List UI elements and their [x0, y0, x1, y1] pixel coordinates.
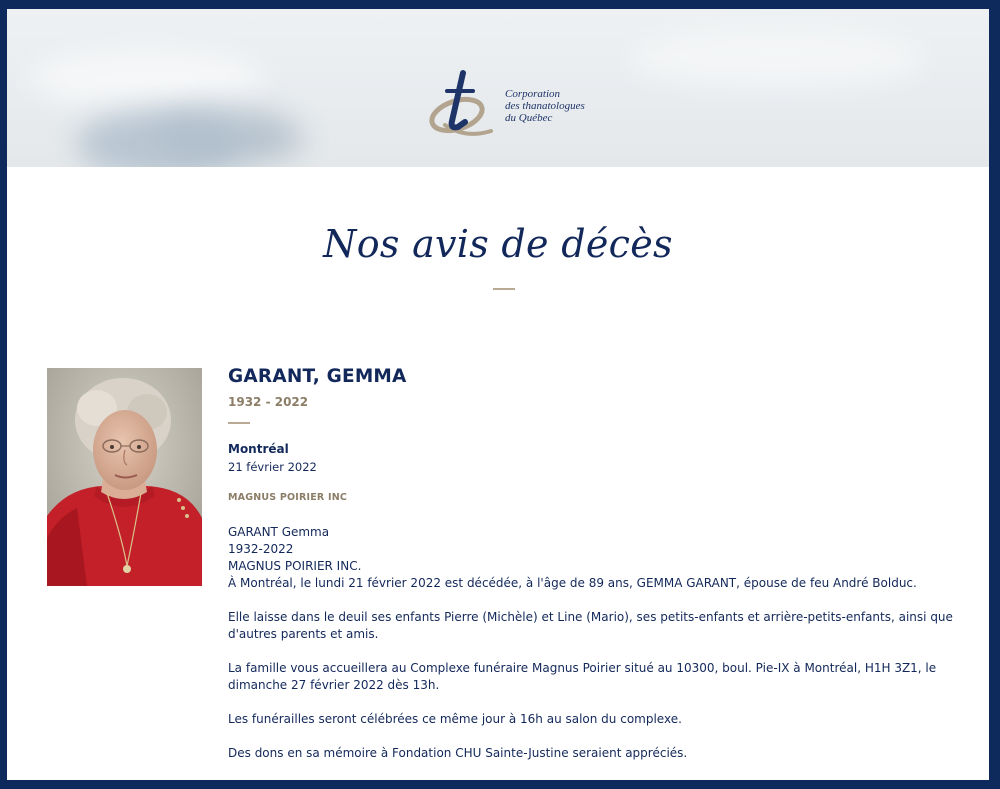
name-divider: [228, 422, 250, 424]
body-header-line: 1932-2022: [228, 542, 294, 556]
body-header-line: MAGNUS POIRIER INC.: [228, 559, 362, 573]
death-city: Montréal: [228, 442, 289, 456]
obituary-paragraph: Les funérailles seront célébrées ce même jour à 16h au salon du complexe.: [228, 712, 682, 726]
obituary-paragraph: La famille vous accueillera au Complexe funéraire Magnus Poirier situé au 10300, boul. Pie-IX à Montréal, H1H 3Z1, le dimanche 27 février 2022 dès 13h.: [228, 661, 937, 692]
logo-wordmark: [505, 88, 585, 124]
obituary-header-block: [228, 524, 973, 592]
portrait-image: [47, 368, 202, 586]
death-date: 21 février 2022: [228, 460, 317, 474]
deceased-name: GARANT, GEMMA: [228, 366, 407, 387]
logo-monogram-icon: [425, 67, 500, 141]
hero-cloud: [627, 29, 927, 89]
life-years: 1932 - 2022: [228, 395, 309, 409]
hero-cloud: [237, 119, 307, 159]
title-divider: [493, 288, 515, 290]
site-logo[interactable]: [425, 67, 605, 141]
body-header-line: GARANT Gemma: [228, 525, 330, 539]
page-frame: [7, 9, 989, 780]
obituary-paragraph: Des dons en sa mémoire à Fondation CHU Sainte-Justine seraient appréciés.: [228, 746, 688, 760]
obituary-paragraph: À Montréal, le lundi 21 février 2022 est décédée, à l'âge de 89 ans, GEMMA GARANT, épouse de feu André Bolduc.: [228, 576, 917, 590]
obituary-paragraph: Elle laisse dans le deuil ses enfants Pierre (Michèle) et Line (Mario), ses petits-enfants et arrière-petits-enfants, ainsi que d'autres parents et amis.: [228, 610, 953, 641]
logo-line: des thanatologues: [505, 100, 585, 112]
hero-cloud: [27, 49, 267, 109]
obituary-text: [228, 524, 973, 779]
hero-banner: [7, 9, 989, 167]
logo-line: Corporation: [505, 88, 561, 100]
deceased-photo: [47, 368, 202, 586]
logo-line: du Québec: [505, 112, 553, 124]
page-title: Nos avis de décès: [323, 222, 673, 266]
funeral-home[interactable]: MAGNUS POIRIER INC: [228, 492, 348, 503]
obituary-details: [228, 366, 973, 760]
